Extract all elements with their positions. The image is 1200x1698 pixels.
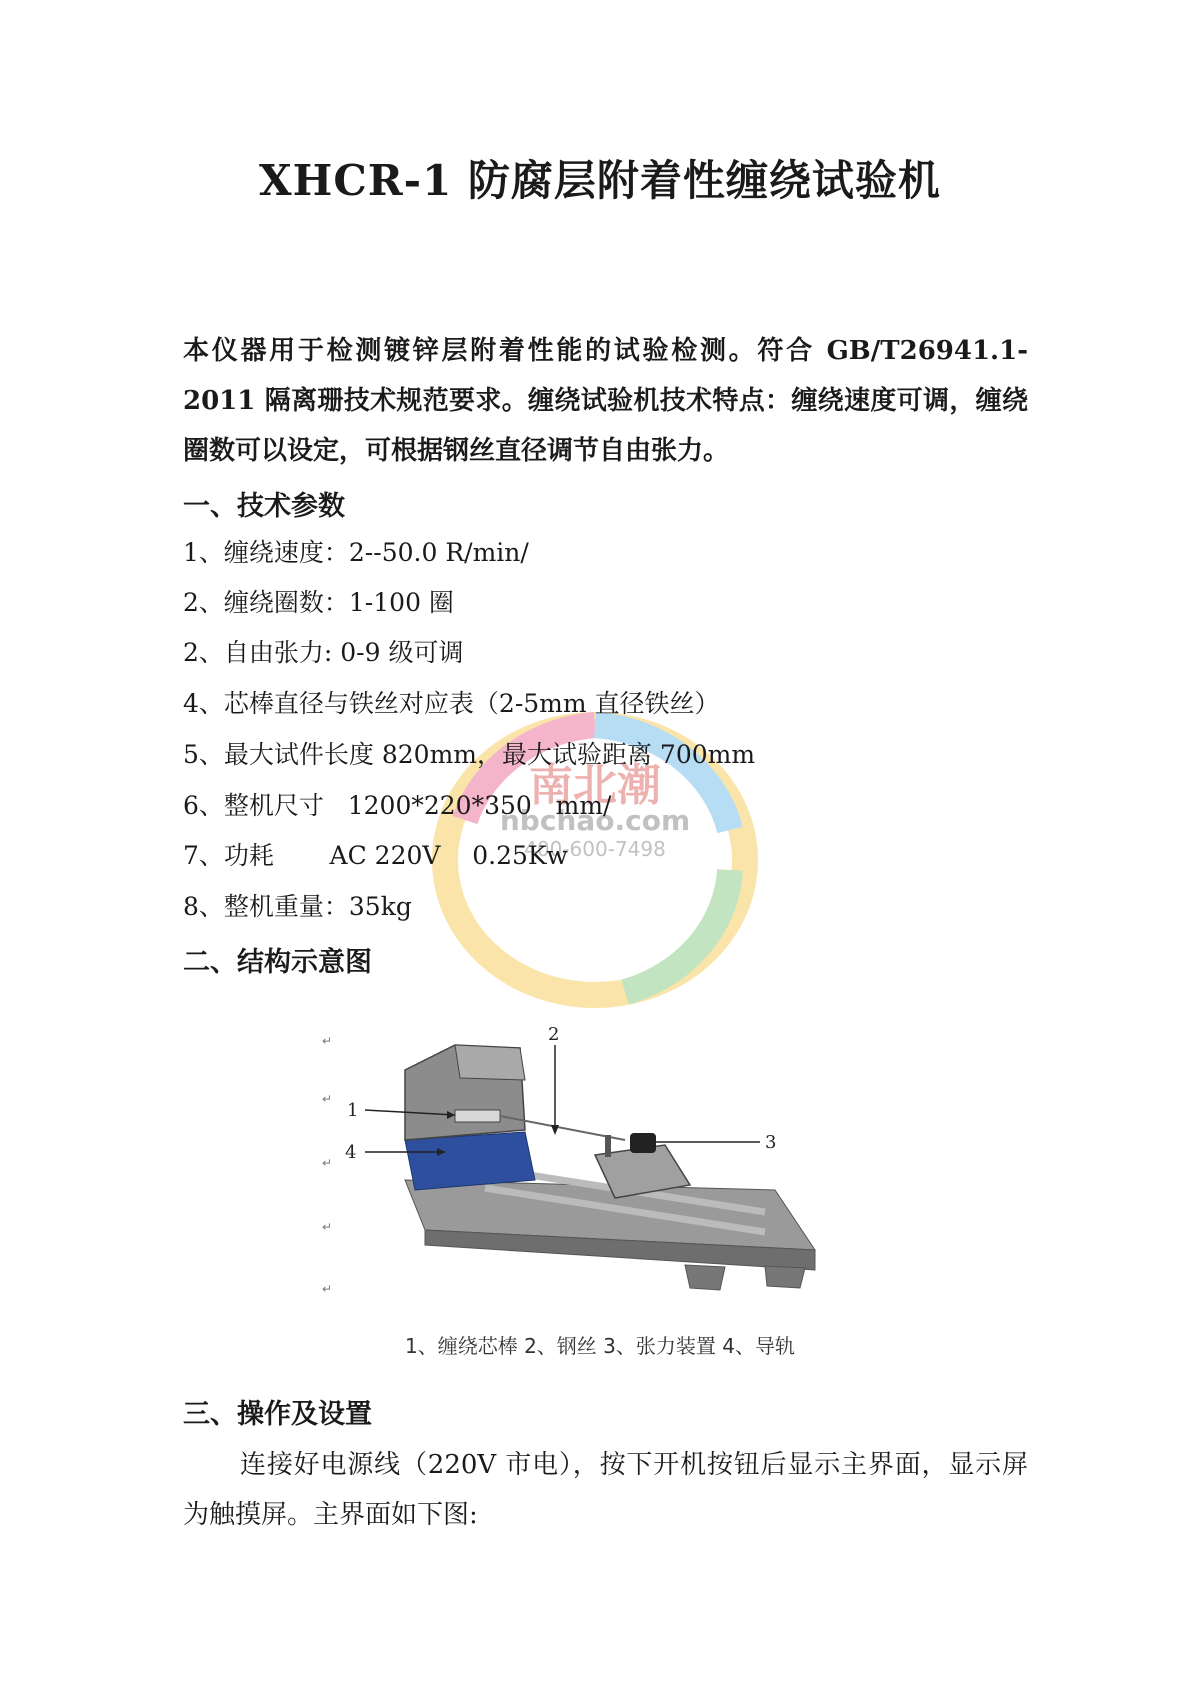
callout-3: 3 — [765, 1132, 777, 1153]
spec-item-2: 2、缠绕圈数：1-100 圈 — [183, 588, 454, 617]
figure-caption: 1、缠绕芯棒 2、钢丝 3、张力装置 4、导轨 — [405, 1334, 795, 1358]
winding-mandrel — [455, 1110, 500, 1122]
spec-item-8: 8、整机重量：35kg — [183, 892, 412, 921]
spec-item-1: 1、缠绕速度：2--50.0 R/min/ — [183, 538, 529, 567]
paragraph-mark-icon: ↵ — [322, 1092, 333, 1106]
spec-item-3: 2、自由张力: 0-9 级可调 — [183, 638, 464, 667]
callout-2: 2 — [548, 1024, 560, 1045]
section-heading-structure: 二、结构示意图 — [183, 947, 372, 978]
operation-paragraph: 连接好电源线（220V 市电），按下开机按钮后显示主界面，显示屏为触摸屏。主界面如下图: — [183, 1450, 1028, 1530]
section-heading-specs: 一、技术参数 — [183, 491, 345, 522]
watermark-site: nbchao.com — [499, 804, 691, 837]
section-heading-operation: 三、操作及设置 — [183, 1399, 372, 1430]
paragraph-mark-icon: ↵ — [322, 1156, 333, 1170]
paragraph-mark-icon: ↵ — [322, 1282, 333, 1296]
spec-item-6: 6、整机尺寸 1200*220*350 mm/ — [183, 791, 612, 820]
watermark-brand: 南北潮 — [529, 760, 661, 811]
paragraph-mark-icon: ↵ — [322, 1034, 333, 1048]
watermark-phone: 400-600-7498 — [524, 837, 666, 861]
paragraph-mark-icon: ↵ — [322, 1220, 333, 1234]
machine-blue-block — [405, 1132, 535, 1190]
spec-item-4: 4、芯棒直径与铁丝对应表（2-5mm 直径铁丝） — [183, 689, 720, 718]
callout-1: 1 — [347, 1100, 359, 1121]
spec-item-7: 7、功耗 AC 220V 0.25Kw — [183, 841, 568, 870]
intro-paragraph: 本仪器用于检测镀锌层附着性能的试验检测。符合 GB/T26941.1-2011 隔离珊技术规范要求。缠绕试验机技术特点：缠绕速度可调，缠绕圈数可以设定，可根据钢丝直径调节自由张力。 — [183, 336, 1028, 466]
callout-4: 4 — [345, 1142, 357, 1163]
document-title: XHCR-1 防腐层附着性缠绕试验机 — [259, 156, 941, 205]
structure-diagram — [305, 1020, 845, 1310]
spec-item-5: 5、最大试件长度 820mm，最大试验距离 700mm — [183, 740, 756, 769]
